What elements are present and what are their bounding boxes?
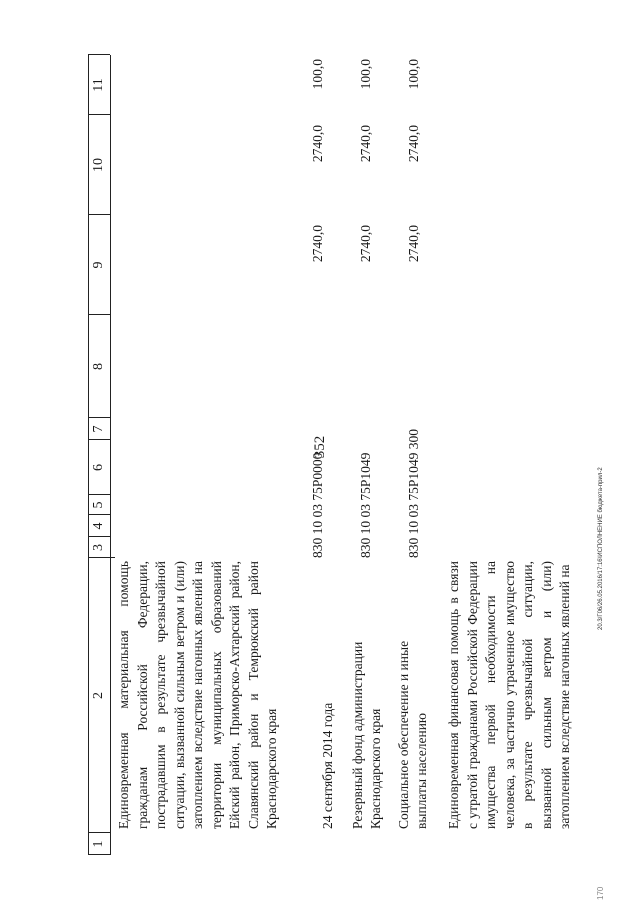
header-col-9: 9	[91, 261, 106, 269]
table-row-col9: 2740,0	[358, 225, 373, 263]
header-bottom-border	[110, 55, 111, 855]
corner-mark: 170	[596, 886, 605, 900]
table-row-description-end: 24 сентября 2014 года	[320, 702, 335, 829]
header-col-8: 8	[91, 363, 106, 370]
col-divider	[110, 557, 115, 558]
budget-table	[88, 35, 572, 855]
table-row-col10: 2740,0	[358, 125, 373, 163]
header-col-1: 1	[91, 840, 106, 848]
page-number: 352	[312, 435, 328, 459]
table-row-col10: 2740,0	[406, 125, 421, 163]
table-row-code: 830 10 03 75P0000	[310, 452, 325, 558]
header-col-2: 2	[91, 692, 106, 699]
table-row-description: Социальное обеспечение и иные	[396, 640, 411, 829]
header-col-10: 10	[91, 158, 106, 172]
header-col-3: 3	[91, 544, 106, 551]
table-row-col11: 100,0	[358, 59, 373, 90]
table-row-col9: 2740,0	[310, 225, 325, 263]
table-row-col10: 2740,0	[310, 125, 325, 163]
table-row-description: Единовременная материальная помощь гражданам Российской Федерации, пострадавшим в результате чрезвычайной ситуации, вызванной сильным ветром и (или) затоплением вследствие нагонных явлений на территории муниципальных образований Ейский район, Приморско-Ахтарский район, Славянский район и Темрюкский район Краснодарского края	[116, 561, 279, 829]
header-col-5: 5	[91, 501, 106, 509]
header-col-11: 11	[91, 78, 106, 92]
table-row-description-end: выплаты населению	[414, 712, 429, 829]
table-row-description: Резервный фонд администрации	[350, 641, 365, 829]
header-col-6: 6	[91, 464, 106, 471]
table-row-col9: 2740,0	[406, 225, 421, 263]
table-row-description: Единовременная финансовая помощь в связи с утратой гражданами Российской Федерации имущества первой необходимости на человека, за частично утраченное имущество в результате чрезвычайной ситуации, вызванной сильным ветром и (или) затоплением вследствие нагонных явлений на	[446, 561, 572, 829]
table-row-description-end: Краснодарского края	[368, 708, 383, 829]
table-row-code: 830 10 03 75P1049 300	[406, 428, 421, 558]
header-col-4: 4	[91, 522, 106, 530]
header-col-7: 7	[91, 425, 106, 433]
footer-code: 20.3/Г06/26.05.2016/17:16\ИСПОЛНЕНИЕ бюджета-прил-2	[598, 467, 604, 630]
table-row-col11: 100,0	[310, 59, 325, 90]
table-row-code: 830 10 03 75P1049	[358, 452, 373, 558]
table-row-col11: 100,0	[406, 59, 421, 90]
